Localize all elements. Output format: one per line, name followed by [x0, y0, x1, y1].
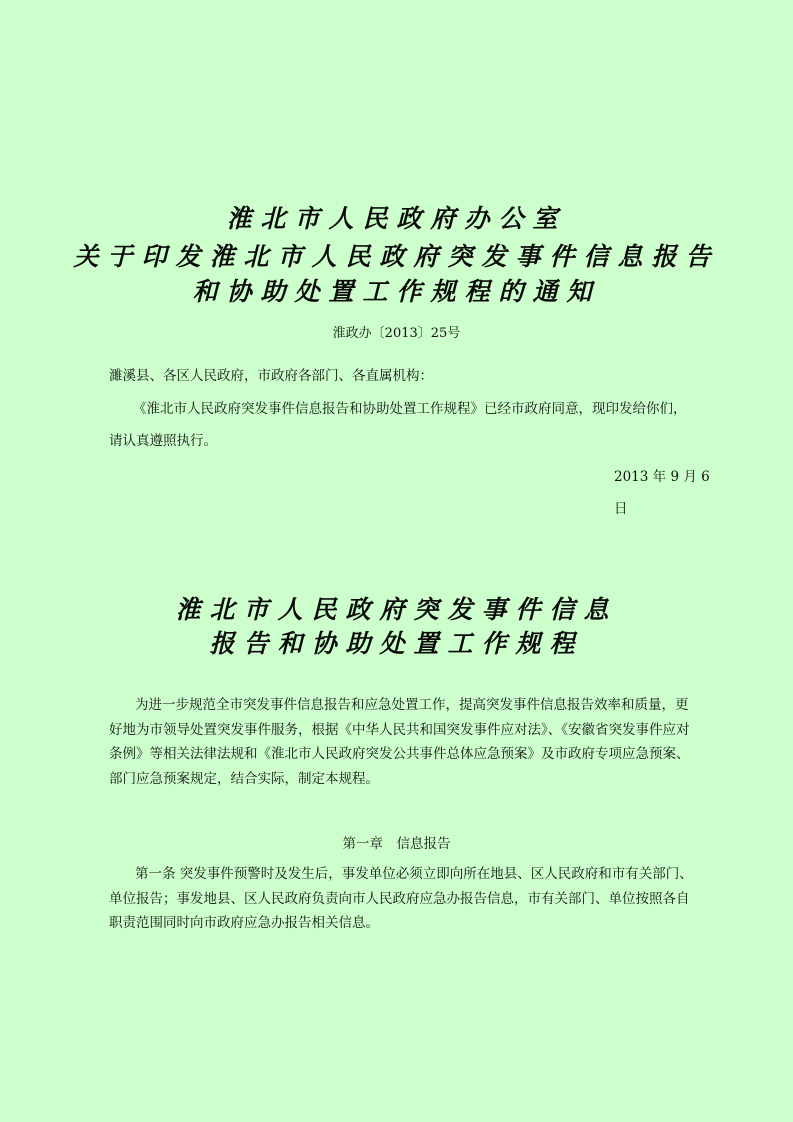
document-number: 淮政办〔2013〕25号 — [332, 326, 461, 341]
notice-title-line-3: 和协助处置工作规程的通知 — [192, 277, 601, 306]
rules-title-line-1: 淮北市人民政府突发事件信息 — [175, 595, 618, 624]
intro-paragraph: 为进一步规范全市突发事件信息报告和应急处置工作，提高突发事件信息报告效率和质量，更好地为市领导处置突发事件服务，根据《中华人民共和国突发事件应对法》、《安徽省突发事件应对条例》等相关法律法规和《淮北市人民政府突发公共事件总体应急预案》及市政府专项应急预案、部门应急预案规定，结合实际，制定本规程。 — [109, 697, 690, 787]
addressee: 濉溪县、各区人民政府，市政府各部门、各直属机构： — [109, 368, 433, 384]
notice-body-line-2: 请认真遵照执行。 — [109, 433, 217, 449]
issue-date-line-2: 日 — [614, 501, 628, 517]
notice-title-line-1: 淮北市人民政府办公室 — [226, 204, 567, 233]
notice-body-line-1: 《淮北市人民政府突发事件信息报告和协助处置工作规程》已经市政府同意，现印发给你们， — [133, 401, 687, 417]
chapter-heading: 第一章 信息报告 — [342, 836, 451, 852]
article-1-paragraph: 第一条 突发事件预警时及发生后，事发单位必须立即向所在地县、区人民政府和市有关部门、单位报告；事发地县、区人民政府负责向市人民政府应急办报告信息，市有关部门、单位按照各自职责范围同时向市政府应急办报告相关信息。 — [109, 866, 693, 931]
rules-title-line-2: 报告和协助处置工作规程 — [209, 629, 584, 658]
notice-title-line-2: 关于印发淮北市人民政府突发事件信息报告 — [73, 242, 720, 271]
issue-date-line-1: 2013 年 9 月 6 — [614, 469, 710, 485]
